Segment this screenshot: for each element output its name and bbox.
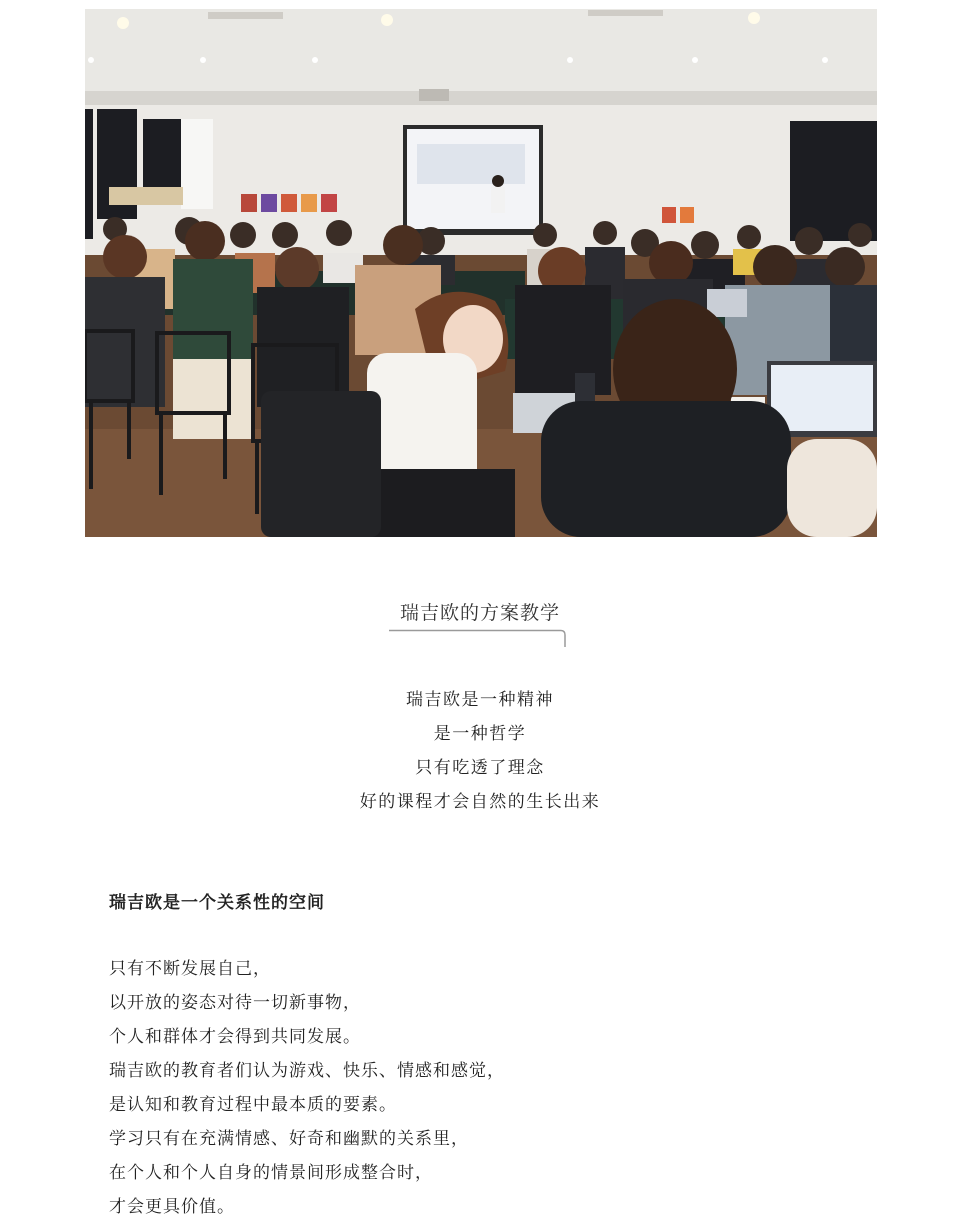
paragraph-line: 以开放的姿态对待一切新事物， bbox=[109, 993, 361, 1013]
poem-line: 好的课程才会自然的生长出来 bbox=[359, 792, 601, 812]
section-heading: 瑞吉欧的方案教学 bbox=[399, 602, 560, 624]
article-subheading: 瑞吉欧是一个关系性的空间 bbox=[109, 893, 325, 913]
poem bbox=[0, 683, 960, 819]
heading-underline bbox=[389, 629, 566, 647]
poem-line: 只有吃透了理念 bbox=[415, 758, 545, 778]
paragraph-line: 在个人和个人自身的情景间形成整合时， bbox=[109, 1163, 433, 1183]
paragraph-line: 才会更具价值。 bbox=[109, 1197, 235, 1217]
classroom-photo bbox=[85, 9, 877, 537]
poem-line: 瑞吉欧是一种精神 bbox=[406, 690, 554, 710]
paragraph-line: 瑞吉欧的教育者们认为游戏、快乐、情感和感觉， bbox=[109, 1061, 505, 1081]
paragraph-line: 是认知和教育过程中最本质的要素。 bbox=[109, 1095, 397, 1115]
paragraph-line: 学习只有在充满情感、好奇和幽默的关系里， bbox=[109, 1129, 469, 1149]
article-paragraph bbox=[109, 952, 869, 1224]
poem-line: 是一种哲学 bbox=[433, 724, 527, 744]
paragraph-line: 只有不断发展自己， bbox=[109, 959, 271, 979]
paragraph-line: 个人和群体才会得到共同发展。 bbox=[109, 1027, 361, 1047]
